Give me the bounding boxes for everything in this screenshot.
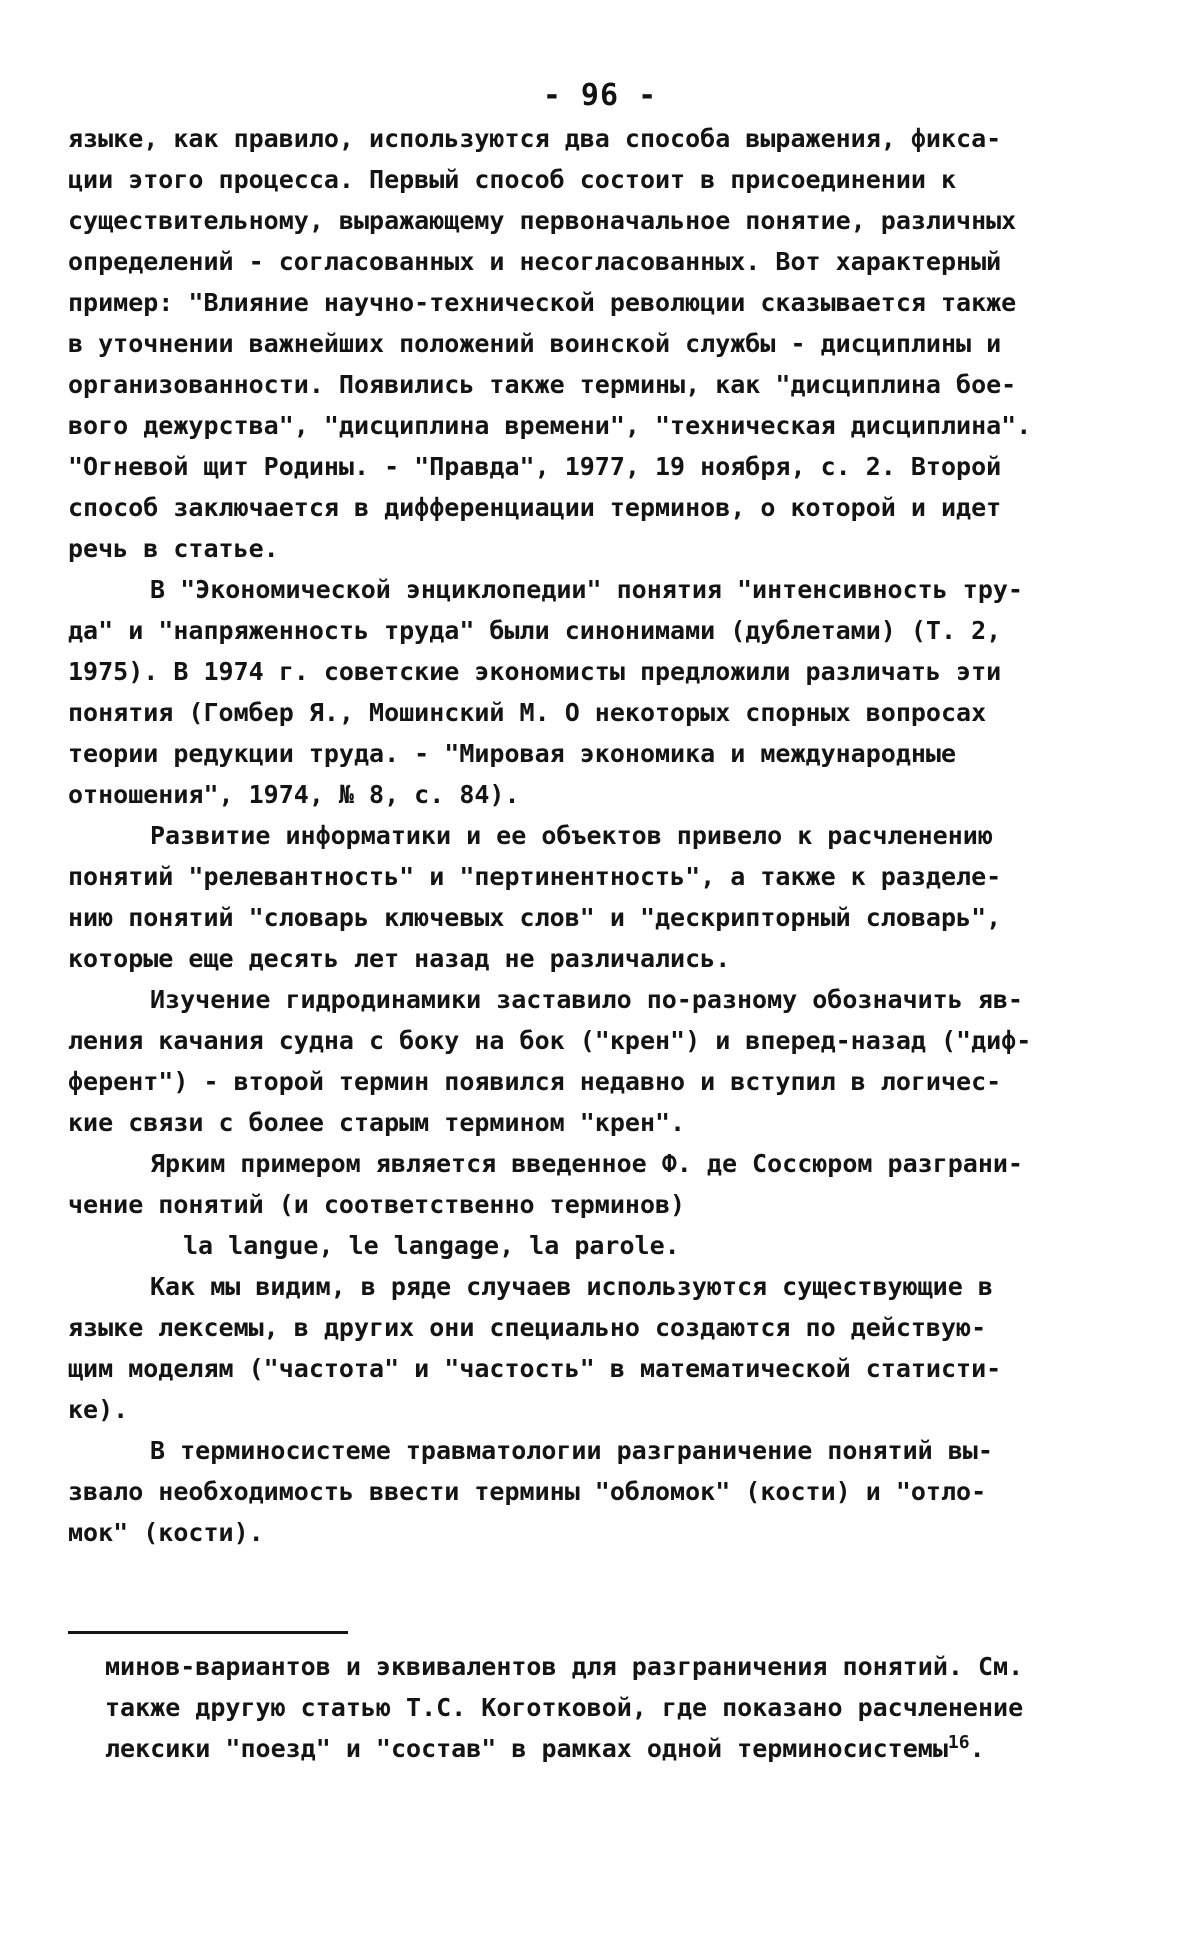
body-line: способ заключается в дифференциации терминов, о которой и идет bbox=[68, 493, 1002, 522]
body-line: пример: "Влияние научно-технической революции сказывается также bbox=[68, 288, 1017, 317]
body-line: понятий "релевантность" и "пертинентность", а также к разделе- bbox=[68, 862, 1002, 891]
body-line: да" и "напряженность труда" были синонимами (дублетами) (Т. 2, bbox=[68, 616, 1002, 645]
body-line: Изучение гидродинамики заставило по-разному обозначить яв- bbox=[150, 985, 1023, 1014]
example-terms-line: la langue, le langage, la parole. bbox=[183, 1231, 680, 1260]
page-number: - 96 - bbox=[542, 78, 658, 113]
footnote-line bbox=[105, 1728, 1165, 1769]
body-line: "Огневой щит Родины. - "Правда", 1977, 19 ноября, с. 2. Второй bbox=[68, 452, 1002, 481]
body-line: Развитие информатики и ее объектов привело к расчленению bbox=[150, 821, 993, 850]
body-line: ферент") - второй термин появился недавно и вступил в логичес- bbox=[68, 1067, 1002, 1096]
body-line: мок" (кости). bbox=[68, 1518, 264, 1547]
body-line: существительному, выражающему первоначальное понятие, различных bbox=[68, 206, 1017, 235]
body-line: теории редукции труда. - "Мировая экономика и международные bbox=[68, 739, 957, 768]
body-line: звало необходимость ввести термины "обломок" (кости) и "отло- bbox=[68, 1477, 987, 1506]
body-line: В терминосистеме травматологии разграничение понятий вы- bbox=[150, 1436, 993, 1465]
body-line: нию понятий "словарь ключевых слов" и "дескрипторный словарь", bbox=[68, 903, 1002, 932]
body-line: отношения", 1974, № 8, с. 84). bbox=[68, 780, 520, 809]
body-line: понятия (Гомбер Я., Мошинский М. О некоторых спорных вопросах bbox=[68, 698, 987, 727]
footnote-reference-number: 16 bbox=[947, 1732, 970, 1753]
body-line: языке, как правило, используются два способа выражения, фикса- bbox=[68, 124, 1002, 153]
footnote-divider bbox=[68, 1631, 348, 1634]
body-line: ции этого процесса. Первый способ состоит в присоединении к bbox=[68, 165, 957, 194]
footnote-line: также другую статью Т.С. Коготковой, где показано расчленение bbox=[105, 1693, 1024, 1722]
body-line: 1975). В 1974 г. советские экономисты предложили различать эти bbox=[68, 657, 1002, 686]
body-line: В "Экономической энциклопедии" понятия "интенсивность тру- bbox=[150, 575, 1023, 604]
body-text bbox=[68, 118, 1158, 1553]
body-line: вого дежурства", "дисциплина времени", "техническая дисциплина". bbox=[68, 411, 1032, 440]
body-line: чение понятий (и соответственно терминов) bbox=[68, 1190, 686, 1219]
body-line: языке лексемы, в других они специально создаются по действую- bbox=[68, 1313, 987, 1342]
body-line: речь в статье. bbox=[68, 534, 279, 563]
body-line: в уточнении важнейших положений воинской службы - дисциплины и bbox=[68, 329, 1002, 358]
footnote-line: минов-вариантов и эквивалентов для разграничения понятий. См. bbox=[105, 1652, 1024, 1681]
body-line: Ярким примером является введенное Ф. де Соссюром разграни- bbox=[150, 1149, 1023, 1178]
footnote-end-punctuation: . bbox=[969, 1734, 985, 1763]
body-line: которые еще десять лет назад не различались. bbox=[68, 944, 731, 973]
body-line: щим моделям ("частота" и "частость" в математической статисти- bbox=[68, 1354, 1002, 1383]
footnote bbox=[105, 1646, 1165, 1769]
body-line: Как мы видим, в ряде случаев используются существующие в bbox=[150, 1272, 993, 1301]
body-line: организованности. Появились также термины, как "дисциплина бое- bbox=[68, 370, 1017, 399]
body-line: ке). bbox=[68, 1395, 129, 1424]
body-line: кие связи с более старым термином "крен". bbox=[68, 1108, 686, 1137]
footnote-line-text: лексики "поезд" и "состав" в рамках одной терминосистемы bbox=[105, 1734, 948, 1763]
body-line: определений - согласованных и несогласованных. Вот характерный bbox=[68, 247, 1002, 276]
body-line: ления качания судна с боку на бок ("крен") и вперед-назад ("диф- bbox=[68, 1026, 1032, 1055]
